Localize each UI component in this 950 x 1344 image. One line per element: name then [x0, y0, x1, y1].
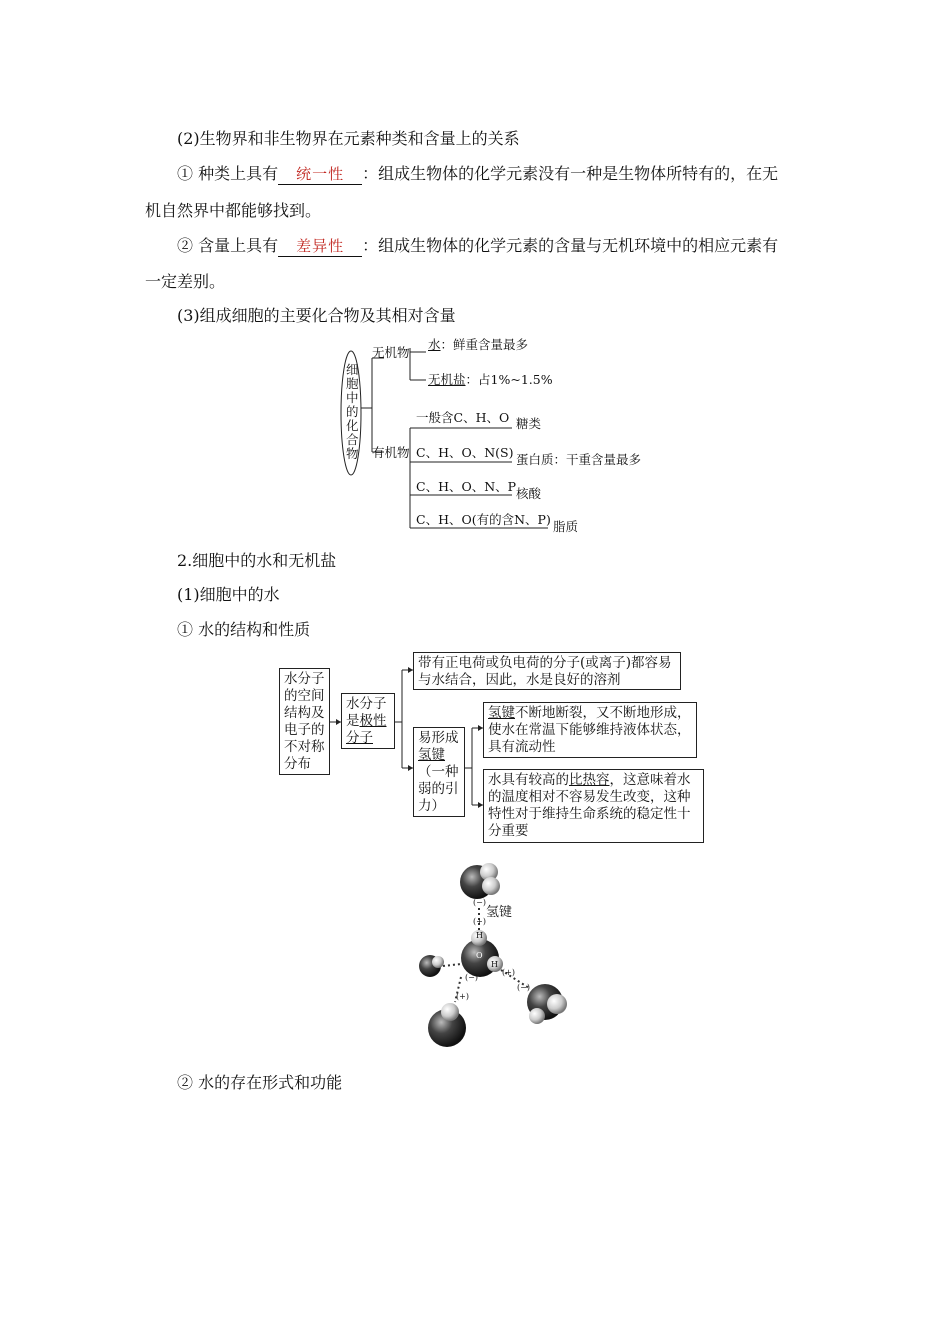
charge-minus-right: (−) [517, 983, 530, 992]
charge-minus-left: (−) [465, 973, 478, 982]
hydrogen-atom [482, 877, 500, 895]
charge-plus-right: (+) [502, 968, 515, 977]
section-2-sub1: (1)细胞中的水 [177, 585, 280, 604]
fluidity-box [483, 702, 697, 758]
hbond-form-box [413, 727, 465, 817]
protein-elements: C、H、O、N(S) [416, 445, 514, 460]
water-structure-box: 水分子的空间结构及电子的不对称分布 [279, 668, 330, 775]
section-2-sub1a: ① 水的结构和性质 [177, 620, 311, 639]
heat-text: ，这意味着水的温度相对不容易发生改变，这种特性对于维持生命系统的稳定性十分重要 [488, 772, 691, 839]
item-1-rest: ：组成生物体的化学元素没有一种是生物体所特有的，在无 [362, 164, 779, 183]
polar-term: 极性分子 [346, 713, 387, 746]
heat-capacity-box [483, 769, 704, 843]
organic-label: 有机物 [372, 445, 410, 460]
water-molecule-figure [405, 852, 585, 1052]
blank-difference: 差异性 [278, 236, 362, 257]
item-2-prefix: ② 含量上具有 [177, 236, 279, 255]
charge-plus-bottom: (+) [456, 992, 469, 1001]
section-2-sub1b: ② 水的存在形式和功能 [177, 1073, 343, 1092]
hydrogen-atom [529, 1008, 545, 1024]
salt-row [428, 372, 553, 387]
nucleic-label: 核酸 [516, 486, 542, 501]
polar-prefix: 水分子是 [346, 696, 387, 729]
hbond-term: 氢键 [418, 747, 445, 763]
hbond-label: 氢键 [486, 905, 513, 920]
o-label: O [476, 951, 483, 960]
item-1-prefix: ① 种类上具有 [177, 164, 279, 183]
salt-label: 无机盐 [428, 372, 466, 387]
item-2-rest: ：组成生物体的化学元素的含量与无机环境中的相应元素有 [362, 236, 779, 255]
hydrogen-atom [547, 994, 567, 1014]
charge-minus-top: (−) [473, 898, 486, 907]
fluidity-text: 不断地断裂，又不断地形成，使水在常温下能够维持液体状态，具有流动性 [488, 705, 691, 755]
sugar-elements: 一般含C、H、O [416, 410, 510, 425]
solvent-box: 带有正电荷或负电荷的分子(或离子)都容易与水结合，因此，水是良好的溶剂 [413, 652, 681, 690]
hbond-note: （一种弱的引力） [418, 764, 459, 814]
hbond-dots [443, 964, 461, 966]
hbond-prefix: 易形成 [418, 730, 459, 746]
section-2-title: 2.细胞中的水和无机盐 [177, 551, 337, 570]
section-title-2: (2)生物界和非生物界在元素种类和含量上的关系 [177, 129, 520, 148]
blank-uniformity: 统一性 [278, 164, 362, 185]
nucleic-elements: C、H、O、N、P [416, 479, 517, 494]
item-2-cont: 一定差别。 [145, 272, 226, 291]
sugar-label: 糖类 [516, 416, 542, 431]
inorganic-label: 无机物 [372, 345, 410, 360]
item-1-cont: 机自然界中都能够找到。 [145, 201, 322, 220]
polar-molecule-box [341, 693, 395, 749]
hydrogen-atom [441, 1003, 459, 1021]
salt-note: ：占1%~1.5% [465, 372, 553, 387]
chart-root-label: 细胞中的化合物 [346, 362, 359, 461]
heat-term: 比热容 [569, 772, 610, 788]
water-label: 水 [428, 337, 441, 352]
charge-plus-top: (+) [473, 917, 486, 926]
water-row [428, 337, 528, 352]
h-label-right: H [491, 960, 498, 969]
lipid-elements: C、H、O(有的含N、P) [416, 512, 551, 527]
protein-label: 蛋白质：干重含量最多 [516, 452, 642, 467]
heat-prefix: 水具有较高的 [488, 772, 569, 788]
h-label-top: H [476, 931, 483, 940]
section-title-3: (3)组成细胞的主要化合物及其相对含量 [177, 306, 456, 325]
water-note: ：鲜重含量最多 [440, 337, 529, 352]
hydrogen-atom [432, 956, 444, 968]
fluidity-hbond: 氢键 [488, 705, 515, 721]
lipid-label: 脂质 [553, 519, 579, 534]
